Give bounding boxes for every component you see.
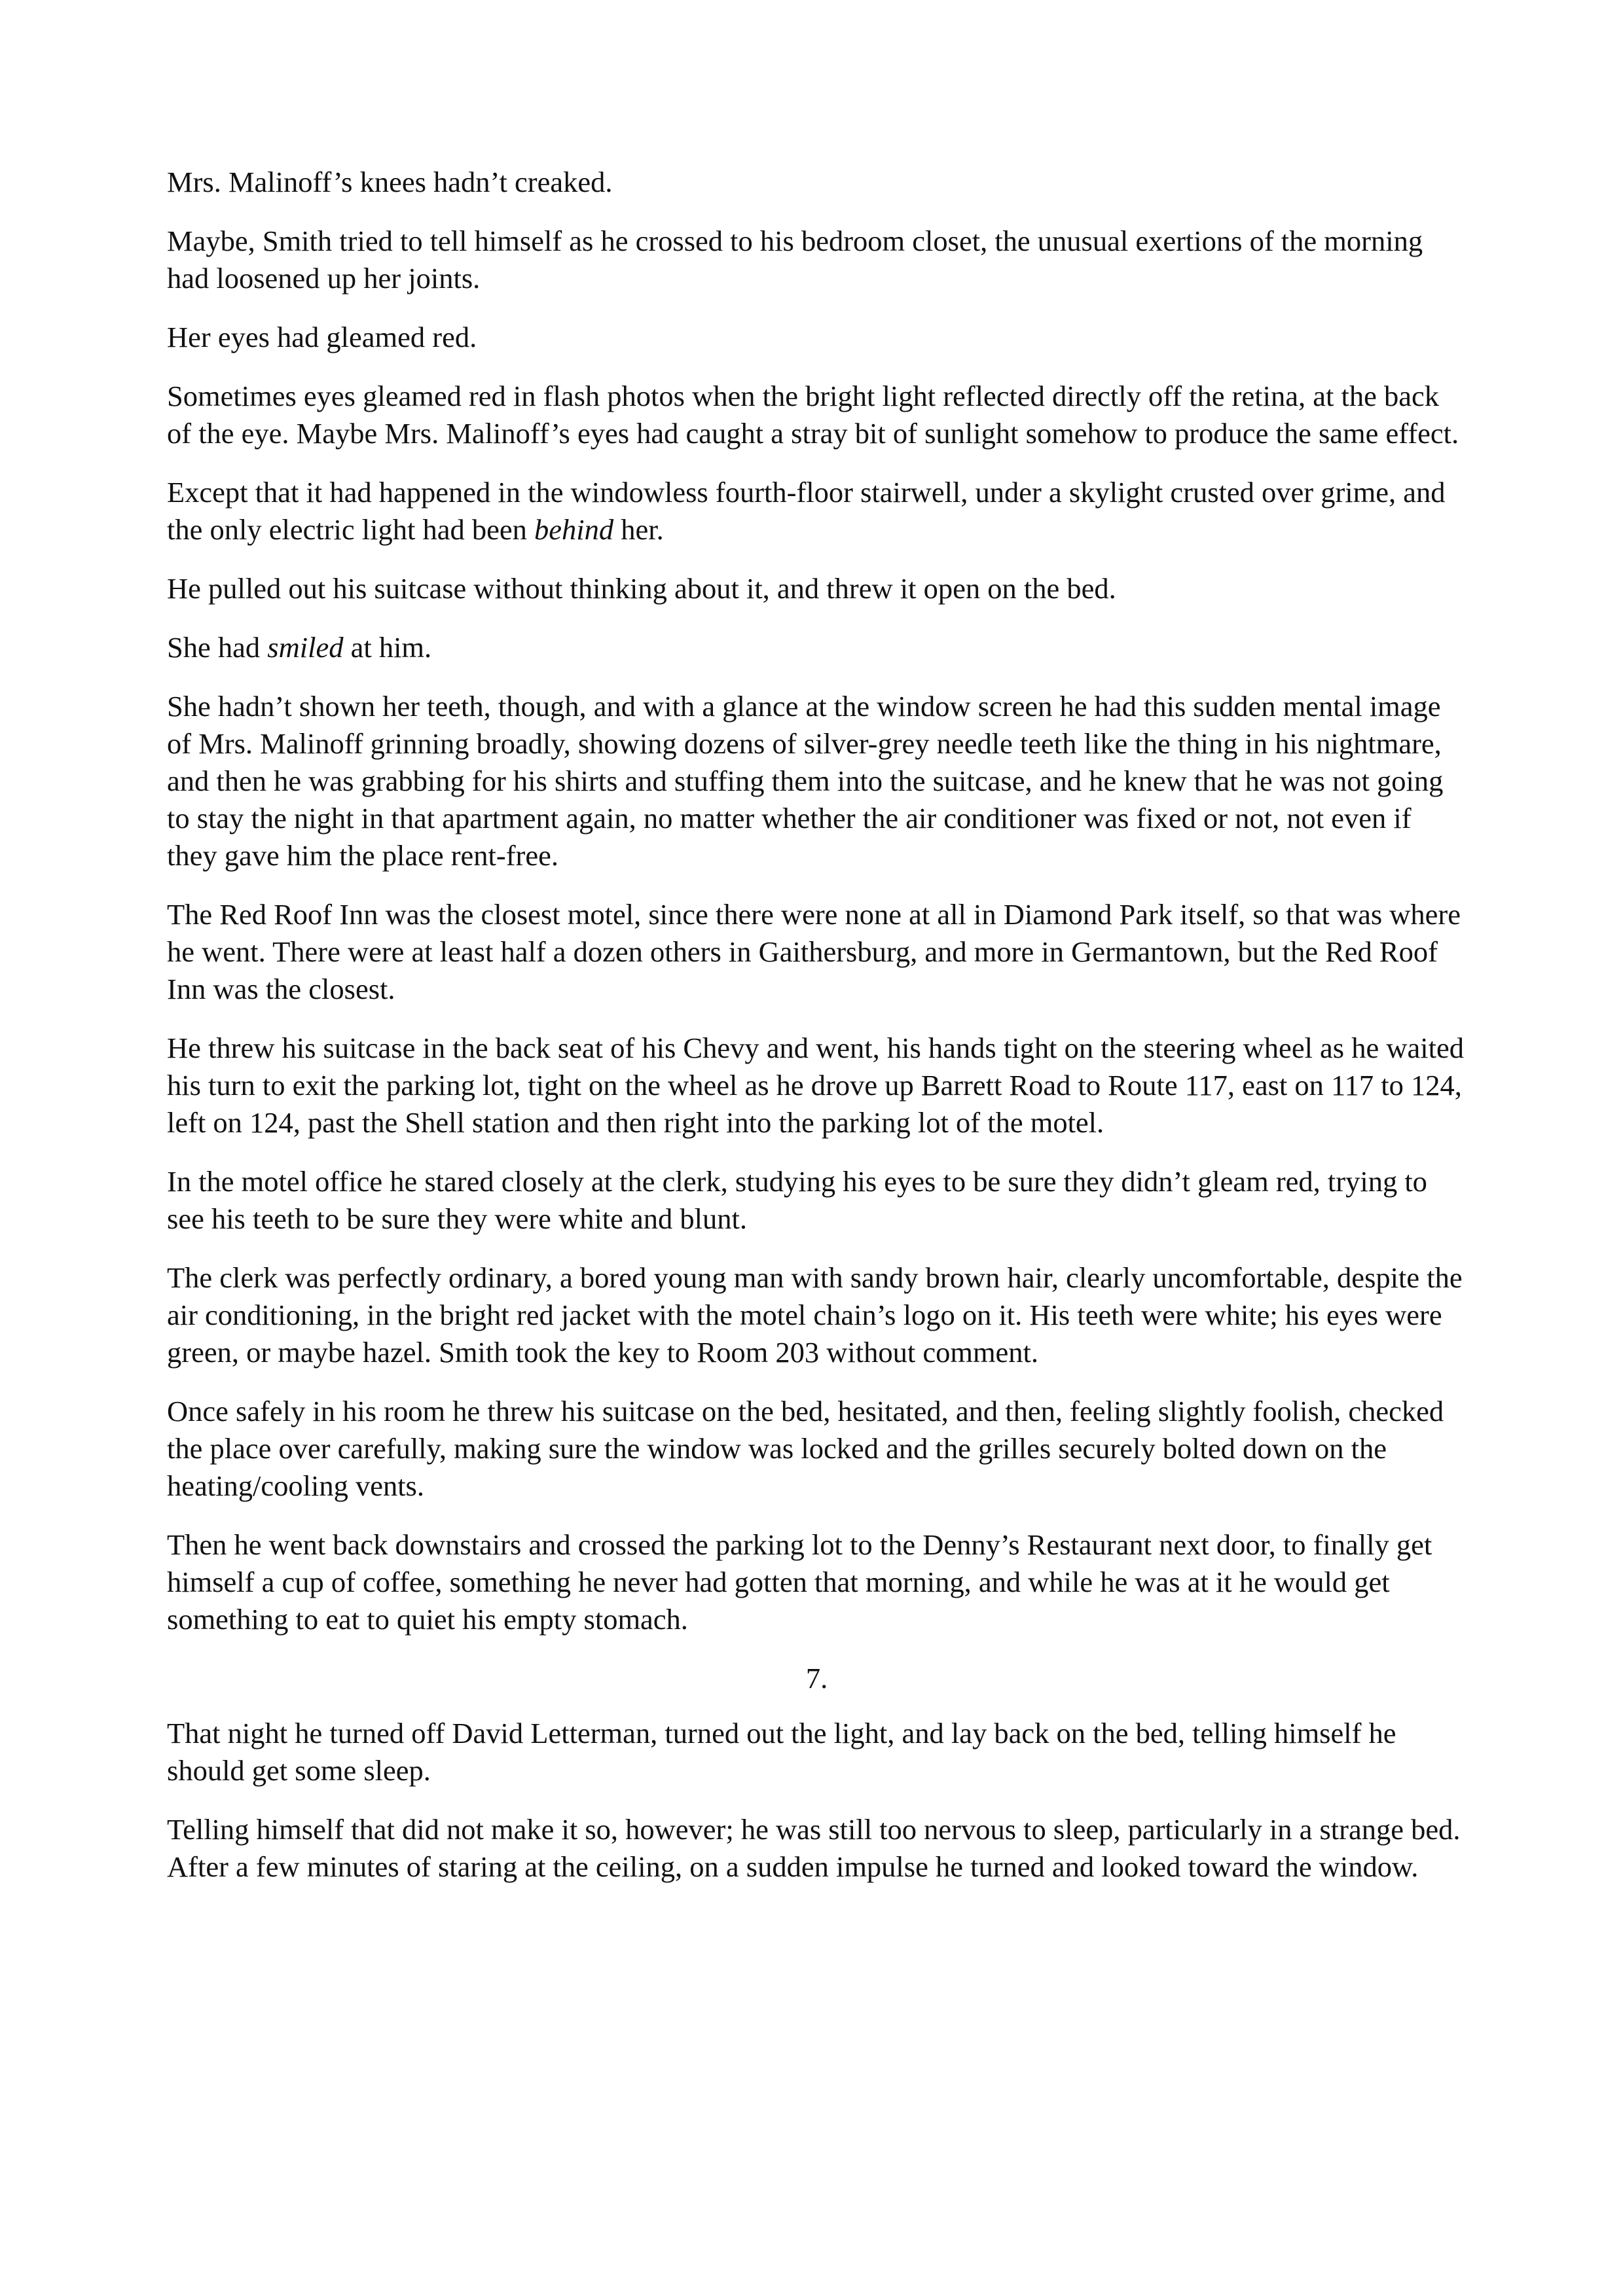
chapter-number: 7. — [805, 1662, 828, 1695]
emphasis: behind — [534, 513, 614, 546]
text-run: Except that it had happened in the windowless fourth-floor stairwell, under a skylight crusted over grime, and the only electric light had been — [167, 476, 1446, 546]
text-run: at him. — [343, 631, 432, 664]
text-run: She had — [167, 631, 268, 664]
paragraph: Once safely in his room he threw his suitcase on the bed, hesitated, and then, feeling slightly foolish, checked the place over carefully, making sure the window was locked and the grilles securely bolted down on the heating/cooling vents. — [167, 1395, 1444, 1502]
emphasis: smiled — [267, 631, 344, 664]
paragraph: Her eyes had gleamed red. — [167, 321, 477, 353]
paragraph: Maybe, Smith tried to tell himself as he crossed to his bedroom closet, the unusual exertions of the morning had loosened up her joints. — [167, 224, 1423, 295]
paragraph: Then he went back downstairs and crossed the parking lot to the Denny’s Restaurant next door, to finally get himself a cup of coffee, something he never had gotten that morning, and while he was at it he would get something to eat to quiet his empty stomach. — [167, 1528, 1432, 1636]
paragraph — [167, 629, 1467, 666]
body-text — [167, 164, 1467, 1907]
paragraph: The clerk was perfectly ordinary, a bored young man with sandy brown hair, clearly uncomfortable, despite the air conditioning, in the bright red jacket with the motel chain’s logo on it. His teeth were white; his eyes were green, or maybe hazel. Smith took the key to Room 203 without comment. — [167, 1261, 1463, 1369]
paragraph: Mrs. Malinoff’s knees hadn’t creaked. — [167, 166, 613, 198]
paragraph: In the motel office he stared closely at the clerk, studying his eyes to be sure they didn’t gleam red, trying to see his teeth to be sure they were white and blunt. — [167, 1165, 1427, 1235]
paragraph: Telling himself that did not make it so, however; he was still too nervous to sleep, particularly in a strange bed. After a few minutes of staring at the ceiling, on a sudden impulse he turned and looked toward the window. — [167, 1813, 1461, 1883]
text-run: her. — [613, 513, 664, 546]
paragraph: She hadn’t shown her teeth, though, and with a glance at the window screen he had this sudden mental image of Mrs. Malinoff grinning broadly, showing dozens of silver-grey needle teeth like the thing in his nightmare, and then he was grabbing for his shirts and stuffing them into the suitcase, and he knew that he was not going to stay the night in that apartment again, no matter whether the air conditioner was fixed or not, not even if they gave him the place rent-free. — [167, 690, 1444, 872]
paragraph: The Red Roof Inn was the closest motel, since there were none at all in Diamond Park itself, so that was where he went. There were at least half a dozen others in Gaithersburg, and more in Germantown, but the Red Roof Inn was the closest. — [167, 898, 1461, 1005]
paragraph: He pulled out his suitcase without thinking about it, and threw it open on the bed. — [167, 572, 1116, 605]
paragraph: Sometimes eyes gleamed red in flash photos when the bright light reflected directly off the retina, at the back of the eye. Maybe Mrs. Malinoff’s eyes had caught a stray bit of sunlight somehow to produce the same effect. — [167, 380, 1459, 450]
paragraph: He threw his suitcase in the back seat of his Chevy and went, his hands tight on the steering wheel as he waited his turn to exit the parking lot, tight on the wheel as he drove up Barrett Road to Route 117, east on 117 to 124, left on 124, past the Shell station and then right into the parking lot of the motel. — [167, 1031, 1464, 1139]
paragraph — [167, 474, 1467, 548]
paragraph: That night he turned off David Letterman, turned out the light, and lay back on the bed, telling himself he should get some sleep. — [167, 1717, 1396, 1787]
